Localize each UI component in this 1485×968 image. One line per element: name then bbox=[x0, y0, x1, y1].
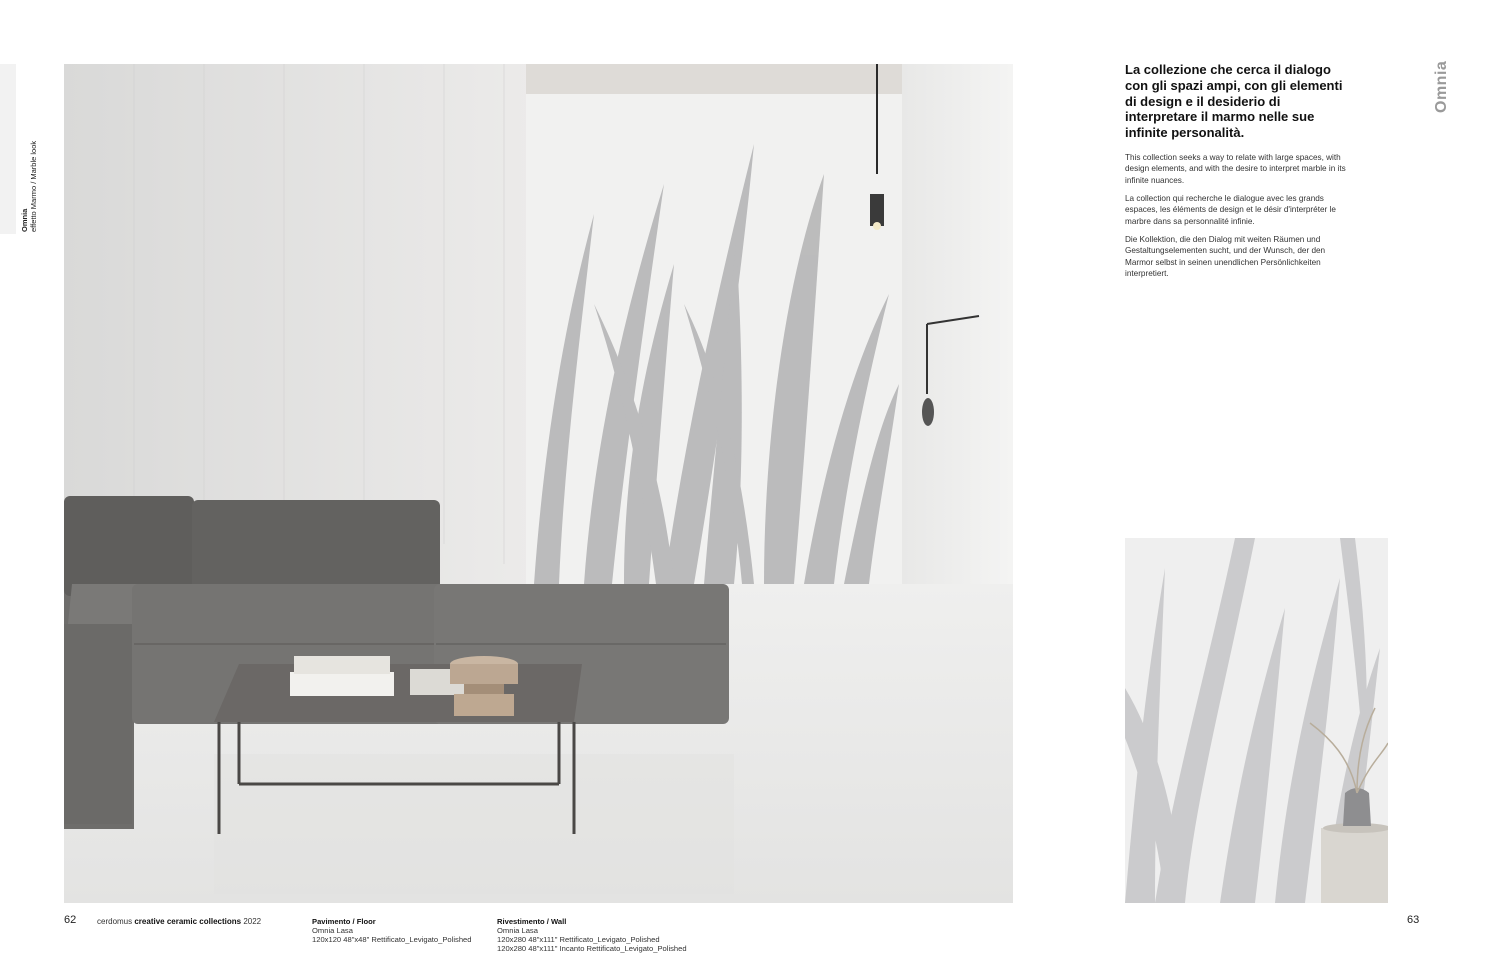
page-number-left: 62 bbox=[64, 914, 77, 926]
wall-spec bbox=[497, 917, 687, 953]
brand-name: cerdomus bbox=[97, 917, 133, 926]
detail-photo bbox=[1125, 538, 1388, 903]
wall-spec-title: Rivestimento / Wall bbox=[497, 917, 567, 926]
side-collection-name: Omnia bbox=[20, 208, 29, 232]
wall-spec-size-1: 120x280 48"x111" Rettificato_Levigato_Polished bbox=[497, 935, 660, 944]
floor-spec-size: 120x120 48"x48" Rettificato_Levigato_Polished bbox=[312, 935, 472, 944]
floor-spec bbox=[312, 917, 472, 944]
side-collection-subtitle: effetto Marmo / Marble look bbox=[29, 140, 38, 232]
page-number-right: 63 bbox=[1407, 914, 1420, 926]
paragraph-english: This collection seeks a way to relate with large spaces, with design elements, and with the desire to interpret marble in its infinite nuances. bbox=[1125, 153, 1346, 185]
floor-spec-title: Pavimento / Floor bbox=[312, 917, 376, 926]
floor-spec-product: Omnia Lasa bbox=[312, 926, 353, 935]
brand-tagline: creative ceramic collections bbox=[134, 917, 242, 926]
brand-year: 2022 bbox=[243, 917, 262, 926]
paragraph-german: Die Kollektion, die den Dialog mit weiten Räumen und Gestaltungselementen sucht, und der Wunsch, der den Marmor selbst in seinen unendlichen Persönlichkeiten interpretiert. bbox=[1125, 235, 1326, 278]
footer-brand bbox=[97, 917, 261, 926]
interior-photo bbox=[64, 64, 1013, 903]
wall-spec-product: Omnia Lasa bbox=[497, 926, 538, 935]
side-tab bbox=[0, 64, 16, 234]
wall-spec-size-2: 120x280 48"x111" Incanto Rettificato_Levigato_Polished bbox=[497, 944, 687, 953]
side-label bbox=[20, 62, 38, 232]
headline: La collezione che cerca il dialogo con gli spazi ampi, con gli elementi di design e il desiderio di interpretare il marmo nelle sue infinite personalità. bbox=[1125, 62, 1343, 141]
paragraph-french: La collection qui recherche le dialogue avec les grands espaces, les éléments de design et le désir d'interpréter le marbre dans sa personnalité infinie. bbox=[1125, 194, 1336, 226]
vertical-collection-title: Omnia bbox=[1433, 60, 1450, 113]
